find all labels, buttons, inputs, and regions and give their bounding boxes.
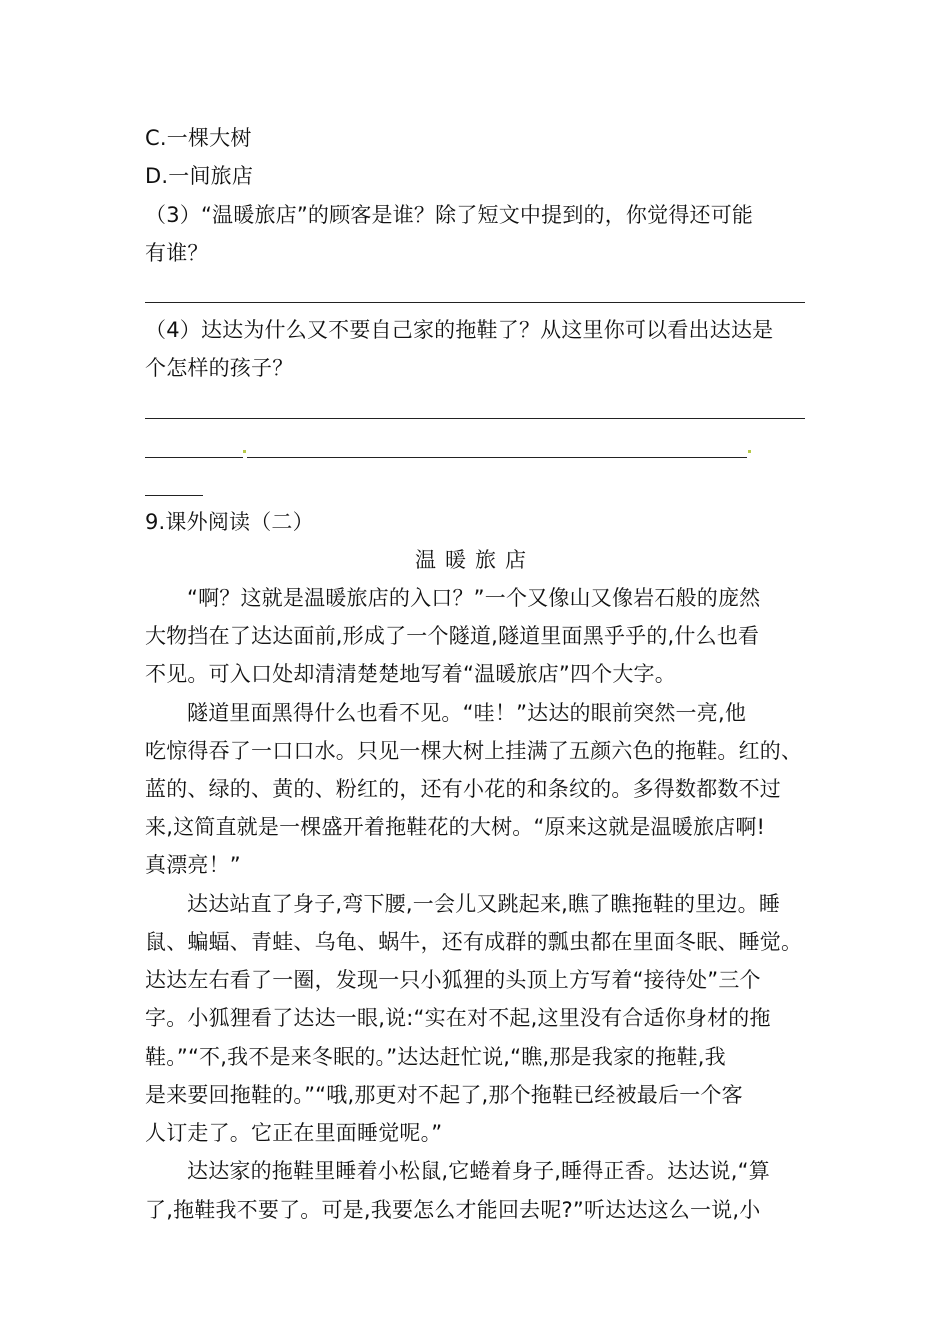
paragraph-4-line-2: 了,拖鞋我不要了。可是,我要怎么才能回去呢?”听达达这么一说,小 bbox=[145, 1198, 761, 1222]
paragraph-2-line-4: 来,这简直就是一棵盛开着拖鞋花的大树。“原来这就是温暖旅店啊! bbox=[145, 815, 766, 839]
option-c: C.一棵大树 bbox=[145, 126, 252, 150]
marker-dot bbox=[243, 450, 246, 453]
paragraph-2-line-5: 真漂亮！” bbox=[145, 853, 241, 877]
paragraph-1-line-3: 不见。可入口处却清清楚楚地写着“温暖旅店”四个大字。 bbox=[145, 662, 676, 686]
question-4-line-2: 个怎样的孩子？ bbox=[145, 356, 294, 380]
paragraph-1-line-1: “啊？这就是温暖旅店的入口？”一个又像山又像岩石般的庞然 bbox=[187, 586, 761, 610]
paragraph-3-line-3: 达达左右看了一圈，发现一只小狐狸的头顶上方写着“接待处”三个 bbox=[145, 968, 761, 992]
paragraph-1-line-2: 大物挡在了达达面前,形成了一个隧道,隧道里面黑乎乎的,什么也看 bbox=[145, 624, 760, 648]
section-heading: 9.课外阅读（二） bbox=[145, 510, 314, 534]
answer-line-q4-1 bbox=[145, 418, 805, 419]
paragraph-2-line-3: 蓝的、绿的、黄的、粉红的，还有小花的和条纹的。多得数都数不过 bbox=[145, 777, 781, 801]
answer-line-q3 bbox=[145, 302, 805, 303]
option-d: D.一间旅店 bbox=[145, 164, 254, 188]
paragraph-3-line-5: 鞋。”“不,我不是来冬眠的。”达达赶忙说,“瞧,那是我家的拖鞋,我 bbox=[145, 1045, 726, 1069]
paragraph-3-line-6: 是来要回拖鞋的。”“哦,那更对不起了,那个拖鞋已经被最后一个客 bbox=[145, 1083, 743, 1107]
paragraph-3-line-1: 达达站直了身子,弯下腰,一会儿又跳起来,瞧了瞧拖鞋的里边。睡 bbox=[187, 892, 781, 916]
answer-line-q4-2a bbox=[145, 457, 243, 458]
passage-title: 温暖旅店 bbox=[415, 548, 535, 572]
marker-dot bbox=[748, 450, 751, 453]
answer-line-q4-3 bbox=[145, 495, 203, 496]
paragraph-3-line-4: 字。小狐狸看了达达一眼,说:“实在对不起,这里没有合适你身材的拖 bbox=[145, 1006, 771, 1030]
question-4-line-1: （4）达达为什么又不要自己家的拖鞋了？从这里你可以看出达达是 bbox=[145, 318, 774, 342]
paragraph-2-line-1: 隧道里面黑得什么也看不见。“哇！”达达的眼前突然一亮,他 bbox=[187, 701, 747, 725]
paragraph-4-line-1: 达达家的拖鞋里睡着小松鼠,它蜷着身子,睡得正香。达达说,“算 bbox=[187, 1159, 770, 1183]
paragraph-3-line-2: 鼠、蝙蝠、青蛙、乌龟、蜗牛，还有成群的瓢虫都在里面冬眠、睡觉。 bbox=[145, 930, 803, 954]
answer-line-q4-2b bbox=[247, 457, 747, 458]
paragraph-3-line-7: 人订走了。它正在里面睡觉呢。” bbox=[145, 1121, 443, 1145]
question-3-line-2: 有谁？ bbox=[145, 241, 209, 265]
question-3-line-1: （3）“温暖旅店”的顾客是谁？除了短文中提到的，你觉得还可能 bbox=[145, 203, 754, 227]
paragraph-2-line-2: 吃惊得吞了一口口水。只见一棵大树上挂满了五颜六色的拖鞋。红的、 bbox=[145, 739, 803, 763]
